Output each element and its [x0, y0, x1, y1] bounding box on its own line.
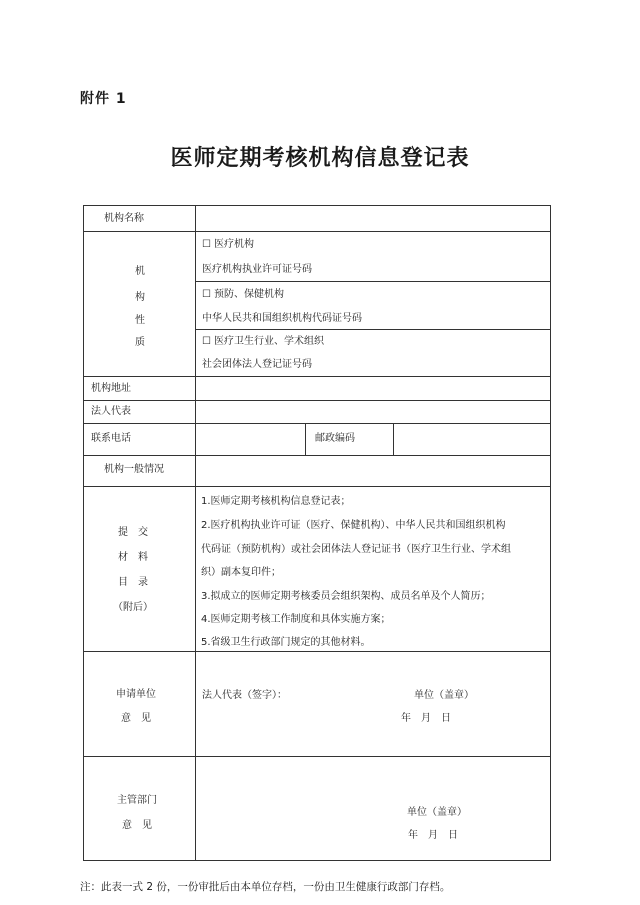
supervisor-opinion-label: 意 见: [122, 820, 152, 831]
materials-item: 3.拟成立的医师定期考核委员会组织架构、成员名单及个人简历；: [201, 591, 491, 602]
nature-option-association[interactable]: [196, 330, 550, 376]
table-border-bottom: [83, 860, 551, 861]
supervisor-date-label: 年 月 日: [408, 830, 458, 841]
materials-item: 织）副本复印件；: [201, 567, 281, 578]
phone-field[interactable]: [196, 424, 305, 455]
nature-option-medical[interactable]: [196, 232, 550, 281]
legal-signature-label: 法人代表（签字）：: [202, 690, 287, 701]
checkbox-icon[interactable]: ☐: [202, 239, 211, 250]
table-border-right: [550, 205, 551, 861]
org-name-label: 机构名称: [104, 213, 144, 224]
org-name-field[interactable]: [196, 206, 550, 231]
materials-item: 5.省级卫生行政部门规定的其他材料。: [201, 637, 371, 648]
nature-label-char: 性: [135, 315, 145, 326]
nature-option-prevention[interactable]: [196, 282, 550, 329]
applicant-opinion-label: 申请单位: [116, 689, 156, 700]
postcode-label: 邮政编码: [315, 433, 355, 444]
applicant-opinion-label: 意 见: [121, 713, 151, 724]
materials-label-line: 提 交: [118, 527, 148, 538]
checkbox-icon[interactable]: ☐: [202, 289, 211, 300]
postcode-field[interactable]: [394, 424, 550, 455]
unit-seal-label: 单位（盖章）: [414, 690, 474, 701]
address-field[interactable]: [196, 377, 550, 400]
general-info-field[interactable]: [196, 456, 550, 486]
license-number-label: 医疗机构执业许可证号码: [202, 264, 312, 275]
materials-label-line: 材 料: [118, 552, 148, 563]
checkbox-icon[interactable]: ☐: [202, 336, 211, 347]
nature-label-char: 质: [135, 337, 145, 348]
materials-item: 2.医疗机构执业许可证（医疗、保健机构）、中华人民共和国组织机构: [201, 520, 506, 531]
materials-label-line: （附后）: [113, 602, 153, 613]
nature-option-label: 医疗卫生行业、学术组织: [214, 336, 324, 347]
date-label: 年 月 日: [401, 713, 451, 724]
supervisor-opinion-label: 主管部门: [117, 795, 157, 806]
materials-label-line: 目 录: [118, 577, 148, 588]
phone-postcode-divider: [305, 423, 306, 455]
address-label: 机构地址: [91, 383, 131, 394]
nature-label-char: 机: [135, 266, 145, 277]
nature-label-char: 构: [135, 292, 145, 303]
nature-option-label: 预防、保健机构: [214, 289, 284, 300]
supervisor-opinion-field[interactable]: [196, 757, 550, 860]
general-info-label: 机构一般情况: [104, 464, 164, 475]
supervisor-seal-label: 单位（盖章）: [407, 807, 467, 818]
form-title: 医师定期考核机构信息登记表: [170, 145, 470, 171]
row-divider: [83, 486, 551, 487]
nature-option-label: 医疗机构: [214, 239, 254, 250]
materials-item: 代码证（预防机构）或社会团体法人登记证书（医疗卫生行业、学术组: [201, 544, 511, 555]
legal-rep-label: 法人代表: [91, 406, 131, 417]
materials-item: 4.医师定期考核工作制度和具体实施方案；: [201, 614, 391, 625]
materials-item: 1.医师定期考核机构信息登记表；: [201, 496, 351, 507]
registration-number-label: 社会团体法人登记证号码: [202, 359, 312, 370]
applicant-opinion-field[interactable]: [196, 652, 550, 756]
footer-note: 注：此表一式 2 份，一份审批后由本单位存档，一份由卫生健康行政部门存档。: [80, 881, 451, 893]
legal-rep-field[interactable]: [196, 401, 550, 423]
org-code-label: 中华人民共和国组织机构代码证号码: [202, 313, 362, 324]
phone-label: 联系电话: [91, 433, 131, 444]
attachment-label: 附件 1: [80, 91, 127, 107]
table-border-left: [83, 205, 84, 861]
